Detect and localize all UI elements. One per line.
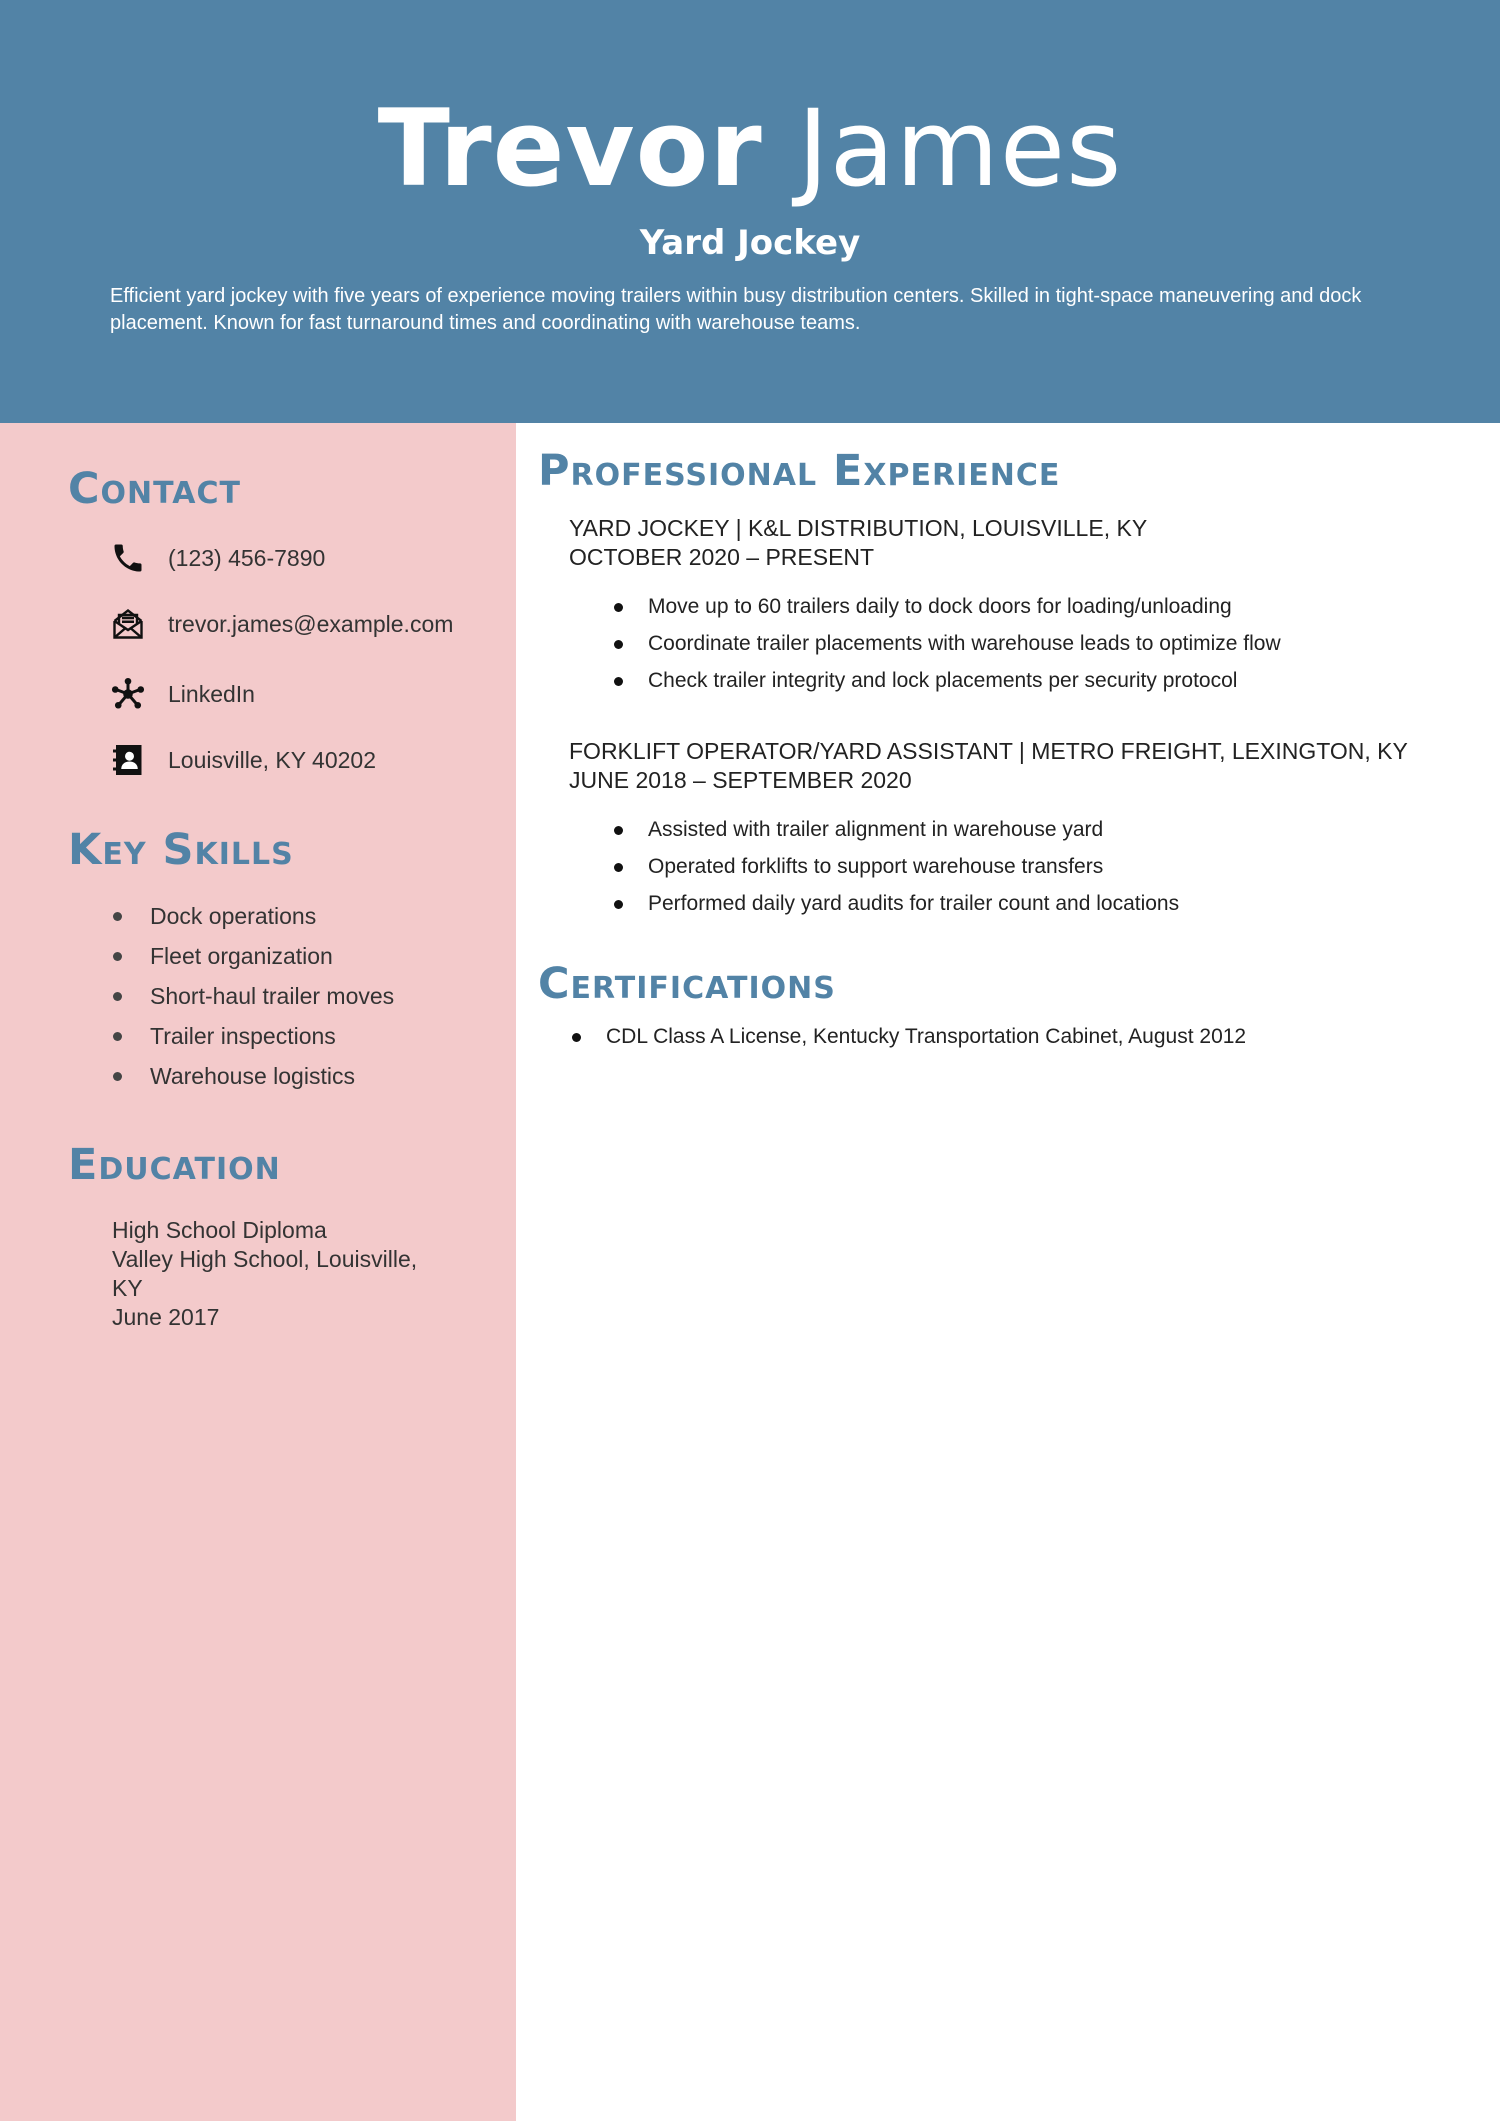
linkedin-link[interactable]: LinkedIn (168, 681, 255, 707)
list-item: Check trailer integrity and lock placements per security protocol (608, 662, 1281, 699)
list-item: Short-haul trailer moves (110, 976, 394, 1016)
contact-heading: Contact (68, 464, 242, 514)
list-item: Coordinate trailer placements with warehouse leads to optimize flow (608, 625, 1281, 662)
job-title-line: FORKLIFT OPERATOR/YARD ASSISTANT | METRO FREIGHT, LEXINGTON, KY (569, 738, 1408, 764)
list-item: Operated forklifts to support warehouse transfers (608, 848, 1179, 885)
contact-location (110, 740, 510, 780)
education-school: Valley High School, Louisville, KY (112, 1246, 418, 1301)
list-item: Fleet organization (110, 936, 394, 976)
job-entry-2-bullets (608, 811, 1179, 922)
list-item: Trailer inspections (110, 1016, 394, 1056)
phone-number[interactable]: (123) 456-7890 (168, 545, 326, 571)
job-title: Yard Jockey (639, 223, 861, 263)
list-item: Dock operations (110, 896, 394, 936)
candidate-name (0, 84, 1500, 214)
education-heading: Education (68, 1140, 281, 1190)
envelope-icon (110, 606, 146, 642)
first-name: Trevor (377, 87, 763, 210)
list-item: Performed daily yard audits for trailer count and locations (608, 885, 1179, 922)
certifications-list (566, 1018, 1246, 1055)
phone-icon (110, 540, 146, 576)
certifications-heading: Certifications (538, 959, 836, 1009)
job-dates: JUNE 2018 – SEPTEMBER 2020 (569, 767, 912, 793)
contact-linkedin (110, 674, 510, 714)
job-dates: OCTOBER 2020 – PRESENT (569, 544, 875, 570)
location: Louisville, KY 40202 (168, 747, 376, 773)
skills-heading: Key Skills (68, 825, 294, 875)
contact-email (110, 604, 510, 644)
education-entry (112, 1216, 452, 1332)
email-address[interactable]: trevor.james@example.com (168, 611, 454, 637)
list-item: Warehouse logistics (110, 1056, 394, 1096)
skills-list (110, 896, 394, 1096)
job-entry-1-header (569, 514, 1147, 572)
header-banner (0, 0, 1500, 423)
address-book-icon (110, 742, 146, 778)
summary-text: Efficient yard jockey with five years of experience moving trailers within busy distribution centers. Skilled in tight-space maneuvering and dock placement. Known for fast turnaround times and coordinating with warehouse teams. (110, 285, 1362, 334)
last-name: James (797, 87, 1123, 210)
job-entry-2-header (569, 737, 1408, 795)
education-date: June 2017 (112, 1304, 220, 1330)
list-item: Move up to 60 trailers daily to dock doors for loading/unloading (608, 588, 1281, 625)
contact-phone (110, 538, 510, 578)
list-item: CDL Class A License, Kentucky Transportation Cabinet, August 2012 (566, 1018, 1246, 1055)
list-item: Assisted with trailer alignment in warehouse yard (608, 811, 1179, 848)
job-title-line: YARD JOCKEY | K&L DISTRIBUTION, LOUISVILLE, KY (569, 515, 1148, 541)
job-entry-1-bullets (608, 588, 1281, 699)
network-icon (110, 676, 146, 712)
education-degree: High School Diploma (112, 1217, 327, 1243)
experience-heading: Professional Experience (538, 446, 1061, 496)
